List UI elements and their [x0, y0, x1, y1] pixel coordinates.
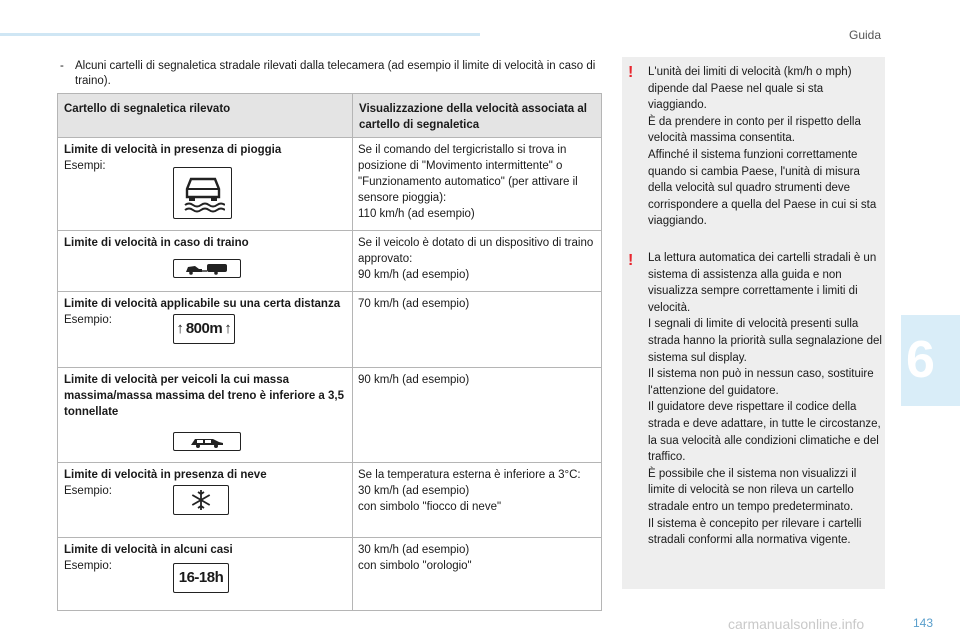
- sign-cell: [58, 368, 353, 463]
- time-sign: [173, 563, 229, 593]
- intro-bullet: [60, 59, 605, 89]
- table-row: [58, 231, 602, 292]
- note-reliability: [648, 250, 884, 549]
- car-rain-icon: [173, 167, 232, 219]
- display-cell: Se il veicolo è dotato di un dispositivo di traino approvato: 90 km/h (ad esempio): [353, 231, 602, 292]
- row-label: Limite di velocità in presenza di neve: [64, 469, 267, 481]
- signs-table: [57, 93, 602, 611]
- table-row: [58, 538, 602, 611]
- intro-text: Alcuni cartelli di segnaletica stradale rilevati dalla telecamera (ad esempio il limite di velocità in caso di traino).: [75, 60, 596, 87]
- page-number: 143: [913, 616, 934, 630]
- row-example: Esempi:: [64, 160, 106, 172]
- time-sign-text: 16-18h: [178, 569, 224, 586]
- distance-sign-text: 800m: [185, 320, 223, 337]
- col-header-sign: Cartello di segnaletica rilevato: [58, 94, 353, 138]
- sign-cell: [58, 538, 353, 611]
- snowflake-icon: [173, 485, 229, 515]
- section-title: Guida: [849, 28, 882, 42]
- distance-sign: ↑ 800m ↑: [173, 314, 235, 344]
- row-label: Limite di velocità in caso di traino: [64, 237, 249, 249]
- row-example: Esempio:: [64, 485, 112, 497]
- row-label: Limite di velocità in presenza di pioggia: [64, 144, 282, 156]
- display-cell: 70 km/h (ad esempio): [353, 292, 602, 368]
- row-label: Limite di velocità per veicoli la cui massa massima/massa massima del treno è inferiore a 3,5 tonnellate: [64, 374, 344, 418]
- row-example: Esempio:: [64, 314, 112, 326]
- row-label: Limite di velocità in alcuni casi: [64, 544, 233, 556]
- table-row: [58, 138, 602, 231]
- note-units-text: L'unità dei limiti di velocità (km/h o mph) dipende dal Paese nel quale si sta viaggiando. È da prendere in conto per il rispetto della velocità massima consentita. Affinché il sistema funzioni correttamente quando si cambia Paese, l'unità di misura della velocità sul quadro strumenti deve corrispondere a quella del Paese in cui si sta viaggiando.: [648, 66, 877, 228]
- bullet-dash: -: [60, 60, 64, 72]
- warning-icon: !: [628, 252, 634, 269]
- car-icon: [173, 432, 241, 451]
- display-cell: 90 km/h (ad esempio): [353, 368, 602, 463]
- table-row: [58, 463, 602, 538]
- watermark: carmanualsonline.info: [728, 616, 865, 632]
- sign-cell: [58, 231, 353, 292]
- table-row: [58, 368, 602, 463]
- row-example: Esempio:: [64, 560, 112, 572]
- col-header-display: Visualizzazione della velocità associata al cartello di segnaletica: [353, 94, 602, 138]
- display-cell: Se la temperatura esterna è inferiore a 3°C: 30 km/h (ad esempio) con simbolo "fiocco di neve": [353, 463, 602, 538]
- display-cell: 30 km/h (ad esempio) con simbolo "orologio": [353, 538, 602, 611]
- chapter-number: 6: [906, 331, 935, 389]
- display-cell: Se il comando del tergicristallo si trova in posizione di "Movimento intermittente" o "Funzionamento automatico" (per attivare il sensore pioggia): 110 km/h (ad esempio): [353, 138, 602, 231]
- row-label: Limite di velocità applicabile su una certa distanza: [64, 298, 341, 310]
- header-accent-bar: [0, 33, 480, 36]
- note-units: [648, 64, 884, 230]
- note-reliability-text: La lettura automatica dei cartelli stradali è un sistema di assistenza alla guida e non visualizza sempre correttamente i limiti di velocità. I segnali di limite di velocità presenti sulla strada hanno la priorità sulla segnalazione del sistema sul display. Il sistema non può in nessun caso, sostituire l'attenzione del guidatore. Il guidatore deve rispettare il codice della strada e deve adattare, in tutte le circostanze, la sua velocità alle condizioni climatiche e del traffico. È possibile che il sistema non visualizzi il limite di velocità se non rileva un cartello stradale entro un tempo predeterminato. Il sistema è concepito per rilevare i cartelli stradali conformi alla normativa vigente.: [648, 252, 882, 547]
- car-caravan-icon: [173, 259, 241, 278]
- warning-icon: !: [628, 64, 634, 81]
- sign-cell: [58, 292, 353, 368]
- sign-cell: [58, 138, 353, 231]
- table-row: [58, 292, 602, 368]
- table-header-row: [58, 94, 602, 138]
- sign-cell: [58, 463, 353, 538]
